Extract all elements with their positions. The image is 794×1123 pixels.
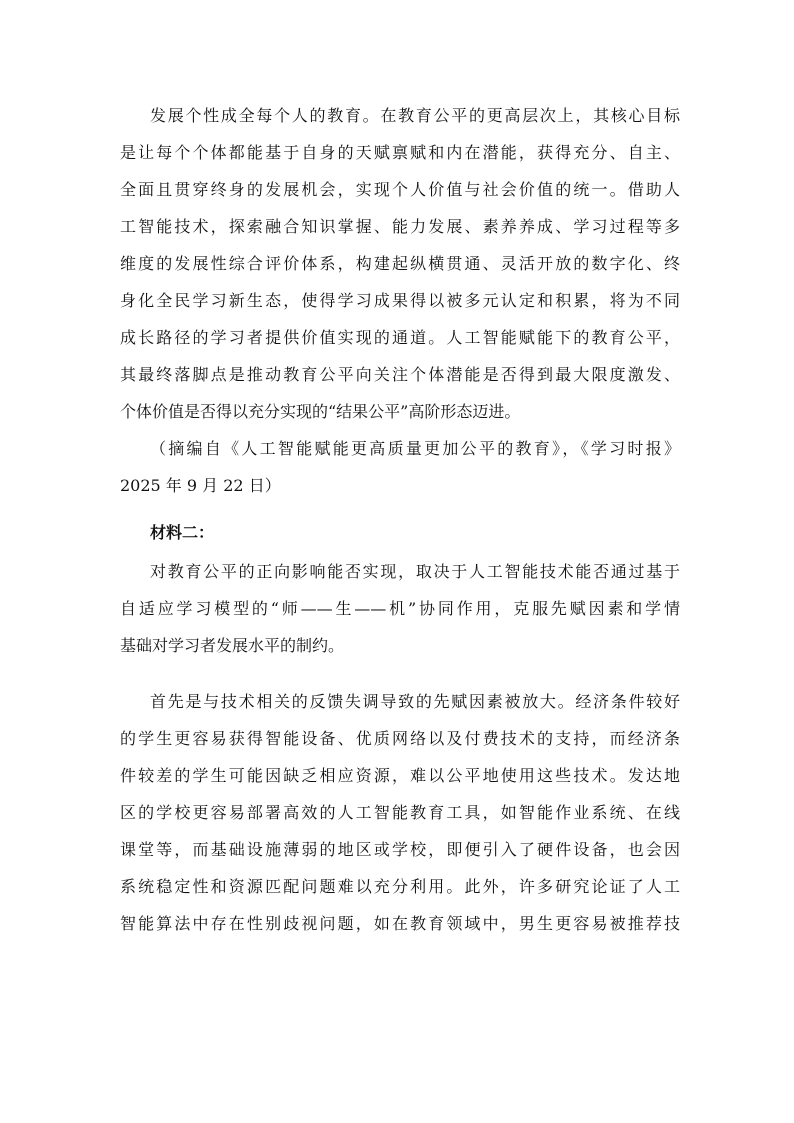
paragraph-1-line-6: 身化全民学习新生态，使得学习成果得以被多元认定和积累，将为不同 [120,291,680,310]
citation-line-2: 2025 年 9 月 22 日） [120,476,281,495]
paragraph-2-line-2: 自适应学习模型的“师——生——机”协同作用，克服先赋因素和学情 [120,599,680,618]
paragraph-3-line-2: 的学生更容易获得智能设备、优质网络以及付费技术的支持，而经济条 [120,729,680,748]
paragraph-1-line-7: 成长路径的学习者提供价值实现的通道。人工智能赋能下的教育公平， [120,328,680,347]
paragraph-2-line-3: 基础对学习者发展水平的制约。 [120,636,345,655]
paragraph-1-line-9: 个体价值是否得以充分实现的“结果公平”高阶形态迈进。 [120,402,521,421]
paragraph-1-line-5: 维度的发展性综合评价体系，构建起纵横贯通、灵活开放的数字化、终 [120,254,680,273]
paragraph-3-line-6: 系统稳定性和资源匹配问题难以充分利用。此外，许多研究论证了人工 [120,877,680,896]
paragraph-3-line-3: 件较差的学生可能因缺乏相应资源，难以公平地使用这些技术。发达地 [120,766,680,785]
paragraph-3-line-1: 首先是与技术相关的反馈失调导致的先赋因素被放大。经济条件较好 [150,692,680,711]
citation-line-1: （摘编自《人工智能赋能更高质量更加公平的教育》，《学习时报》 [150,439,680,458]
paragraph-3-line-5: 课堂等，而基础设施薄弱的地区或学校，即便引入了硬件设备，也会因 [120,840,680,859]
paragraph-1-line-8: 其最终落脚点是推动教育公平向关注个体潜能是否得到最大限度激发、 [120,365,680,384]
paragraph-1-line-2: 是让每个个体都能基于自身的天赋禀赋和内在潜能，获得充分、自主、 [120,143,680,162]
paragraph-2-line-1: 对教育公平的正向影响能否实现，取决于人工智能技术能否通过基于 [150,562,680,581]
paragraph-1-line-3: 全面且贯穿终身的发展机会，实现个人价值与社会价值的统一。借助人 [120,180,680,199]
paragraph-3-line-7: 智能算法中存在性别歧视问题，如在教育领域中，男生更容易被推荐技 [120,914,680,933]
material-two-heading: 材料二： [150,523,215,542]
paragraph-1-line-1: 发展个性成全每个人的教育。在教育公平的更高层次上，其核心目标 [150,106,680,125]
paragraph-1-line-4: 工智能技术，探索融合知识掌握、能力发展、素养养成、学习过程等多 [120,217,680,236]
paragraph-3-line-4: 区的学校更容易部署高效的人工智能教育工具，如智能作业系统、在线 [120,803,680,822]
